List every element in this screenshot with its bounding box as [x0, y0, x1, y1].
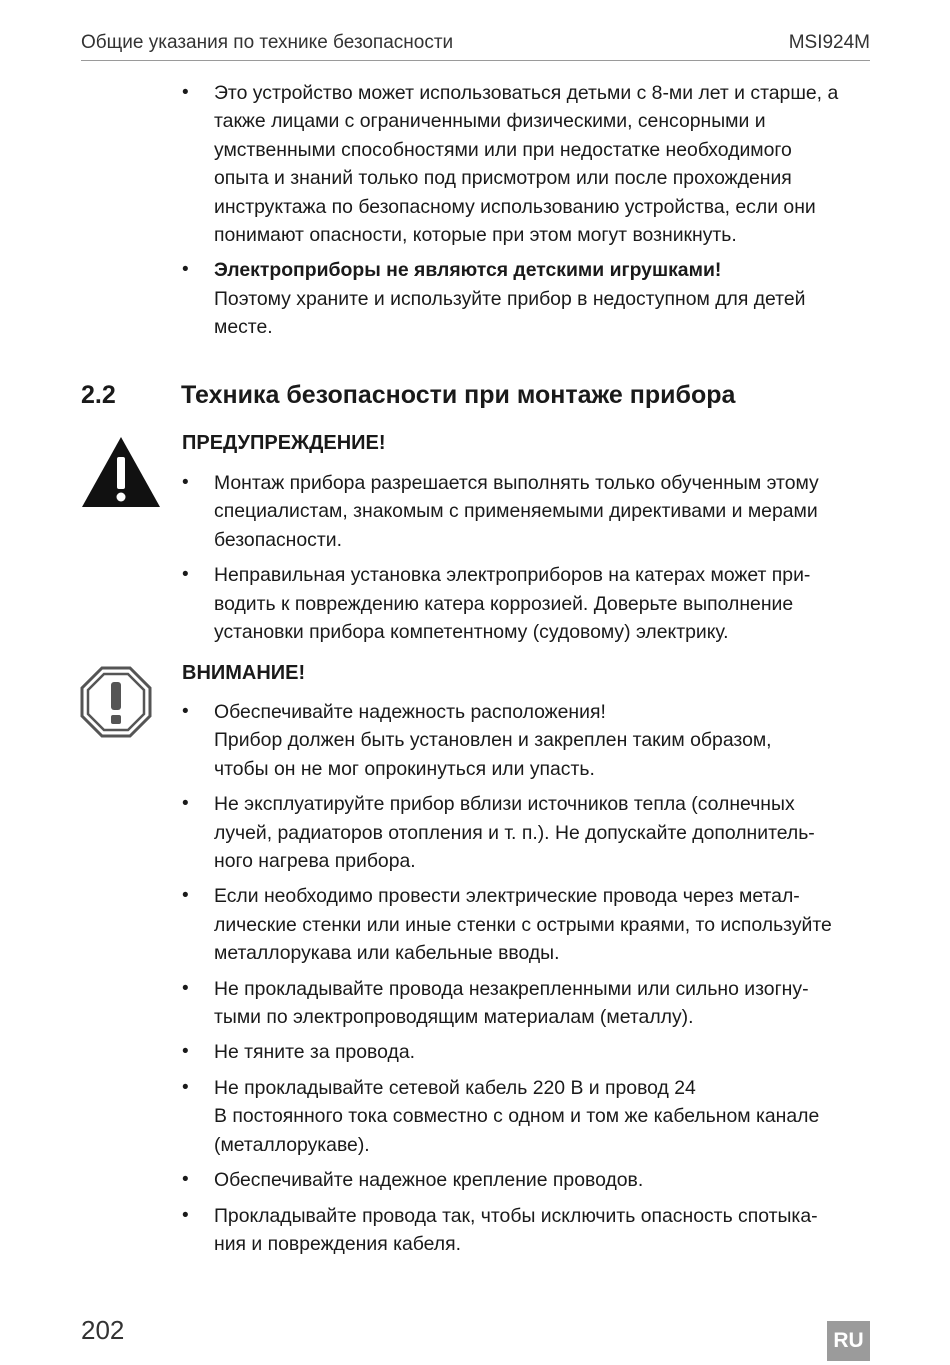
caution-list — [182, 698, 882, 1265]
list-item: • Если необходимо провести электрические провода через метал- лические стенки или иные стенки с острыми краями, то используйте металлорукава или кабельные вводы. — [182, 882, 882, 967]
list-item: • Это устройство может использоваться детьми с 8-ми лет и старше, а также лицами с ограниченными физическими, сенсорными и умственными способностями или при недостатке необходимого опыта и знаний только под присмотром или после прохождения инструктажа по безопасному использованию устройства, если они понимают опасности, которые при этом могут возникнуть. — [182, 79, 882, 249]
section-number: 2.2 — [81, 381, 116, 409]
emphasis-line: • Электроприборы не являются детскими игрушками! — [214, 259, 722, 282]
page-number: 202 — [81, 1315, 125, 1345]
list-item: • Обеспечивайте надежность расположения! Прибор должен быть установлен и закреплен таким образом, чтобы он не мог опрокинуться или упасть. — [182, 698, 882, 783]
page-header — [81, 30, 870, 61]
list-item: • Не эксплуатируйте прибор вблизи источников тепла (солнечных лучей, радиаторов отопления и т. п.). Не допускайте дополнитель- ного нагрева прибора. — [182, 790, 882, 875]
list-item: • Не прокладывайте сетевой кабель 220 В и провод 24 В постоянного тока совместно с одном и том же кабельном канале (металлорукаве). — [182, 1074, 882, 1159]
warning-triangle-icon — [80, 435, 162, 509]
list-item: • Не прокладывайте провода незакрепленными или сильно изогну- тыми по электропроводящим материалам (металлу). — [182, 975, 882, 1032]
list-item: • Неправильная установка электроприборов на катерах может при- водить к повреждению катера коррозией. Доверьте выполнение установки прибора компетентному (судовому) электрику. — [182, 561, 882, 646]
warning-title: ПРЕДУПРЕЖДЕНИЕ! — [182, 432, 386, 454]
intro-list — [182, 79, 882, 349]
list-item: • Обеспечивайте надежное крепление проводов. — [182, 1166, 882, 1194]
header-title: Общие указания по технике безопасности — [81, 32, 454, 53]
list-item: • Не тяните за провода. — [182, 1038, 882, 1066]
list-item: • Монтаж прибора разрешается выполнять только обученным этому специалистам, знакомым с применяемыми директивами и мерами безопасности. — [182, 469, 882, 554]
caution-title: ВНИМАНИЕ! — [182, 662, 306, 684]
language-badge: RU — [827, 1321, 870, 1361]
list-item: • Электроприборы не являются детскими игрушками! Поэтому храните и используйте прибор в недоступном для детей месте. — [182, 256, 882, 341]
section-title: Техника безопасности при монтаже прибора — [181, 381, 736, 409]
list-item: • Прокладывайте провода так, чтобы исключить опасность спотыка- ния и повреждения кабеля. — [182, 1202, 882, 1259]
caution-octagon-icon — [80, 666, 152, 738]
warning-list — [182, 469, 882, 653]
header-model: MSI924M — [788, 32, 870, 53]
